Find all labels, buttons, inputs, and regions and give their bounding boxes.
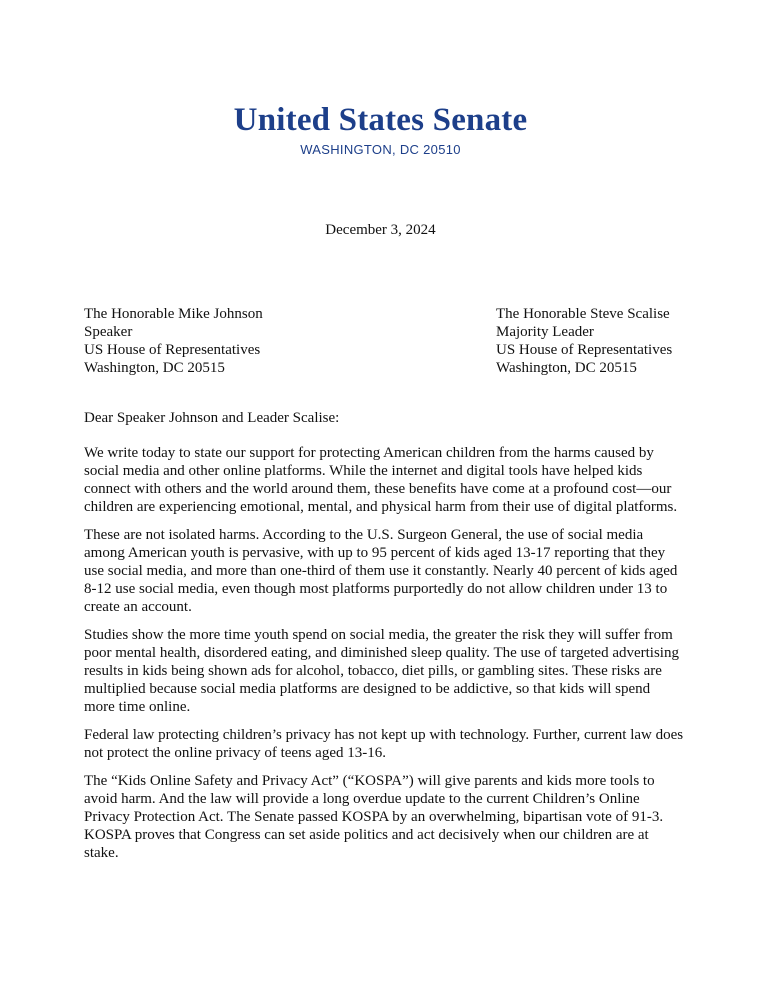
body-paragraph: Studies show the more time youth spend on social media, the greater the risk they will suffer from poor mental health, disordered eating, and diminished sleep quality. The use of targeted advertising results in kids being shown ads for alcohol, tobacco, diet pills, or gambling sites. These risks are multiplied because social media platforms are designed to be addictive, so that kids will spend more time online.	[84, 627, 679, 715]
letterhead	[0, 100, 761, 157]
recipient-address-right	[496, 305, 672, 377]
letterhead-title: United States Senate	[233, 102, 528, 138]
letter-body	[84, 444, 684, 872]
salutation: Dear Speaker Johnson and Leader Scalise:	[84, 410, 340, 426]
recipient-title: Majority Leader	[496, 324, 594, 340]
letterhead-address: WASHINGTON, DC 20510	[300, 142, 461, 157]
body-paragraph: The “Kids Online Safety and Privacy Act” (“KOSPA”) will give parents and kids more tools to avoid harm. And the law will provide a long overdue update to the current Children’s Online Privacy Protection Act. The Senate passed KOSPA by an overwhelming, bipartisan vote of 91-3. KOSPA proves that Congress can set aside politics and act decisively when our children are at stake.	[84, 773, 664, 861]
recipient-organization: US House of Representatives	[496, 342, 673, 358]
recipient-address-left	[84, 305, 263, 377]
recipient-city: Washington, DC 20515	[496, 360, 637, 376]
recipient-name: The Honorable Steve Scalise	[496, 306, 670, 322]
body-paragraph: These are not isolated harms. According to the U.S. Surgeon General, the use of social media among American youth is pervasive, with up to 95 percent of kids aged 13-17 reporting that they use social media, and more than one-third of them use it constantly. Nearly 40 percent of kids aged 8-12 use social media, even though most platforms purportedly do not allow children under 13 to create an account.	[84, 527, 678, 615]
recipient-organization: US House of Representatives	[84, 342, 261, 358]
recipient-name: The Honorable Mike Johnson	[84, 306, 263, 322]
body-paragraph: We write today to state our support for protecting American children from the harms caused by social media and other online platforms. While the internet and digital tools have helped kids connect with others and the world around them, these benefits have come at a profound cost—our children are experiencing emotional, mental, and physical harm from their use of digital platforms.	[84, 445, 678, 515]
recipient-city: Washington, DC 20515	[84, 360, 225, 376]
letter-date: December 3, 2024	[325, 222, 436, 238]
recipient-title: Speaker	[84, 324, 133, 340]
body-paragraph: Federal law protecting children’s privacy has not kept up with technology. Further, current law does not protect the online privacy of teens aged 13-16.	[84, 727, 684, 761]
